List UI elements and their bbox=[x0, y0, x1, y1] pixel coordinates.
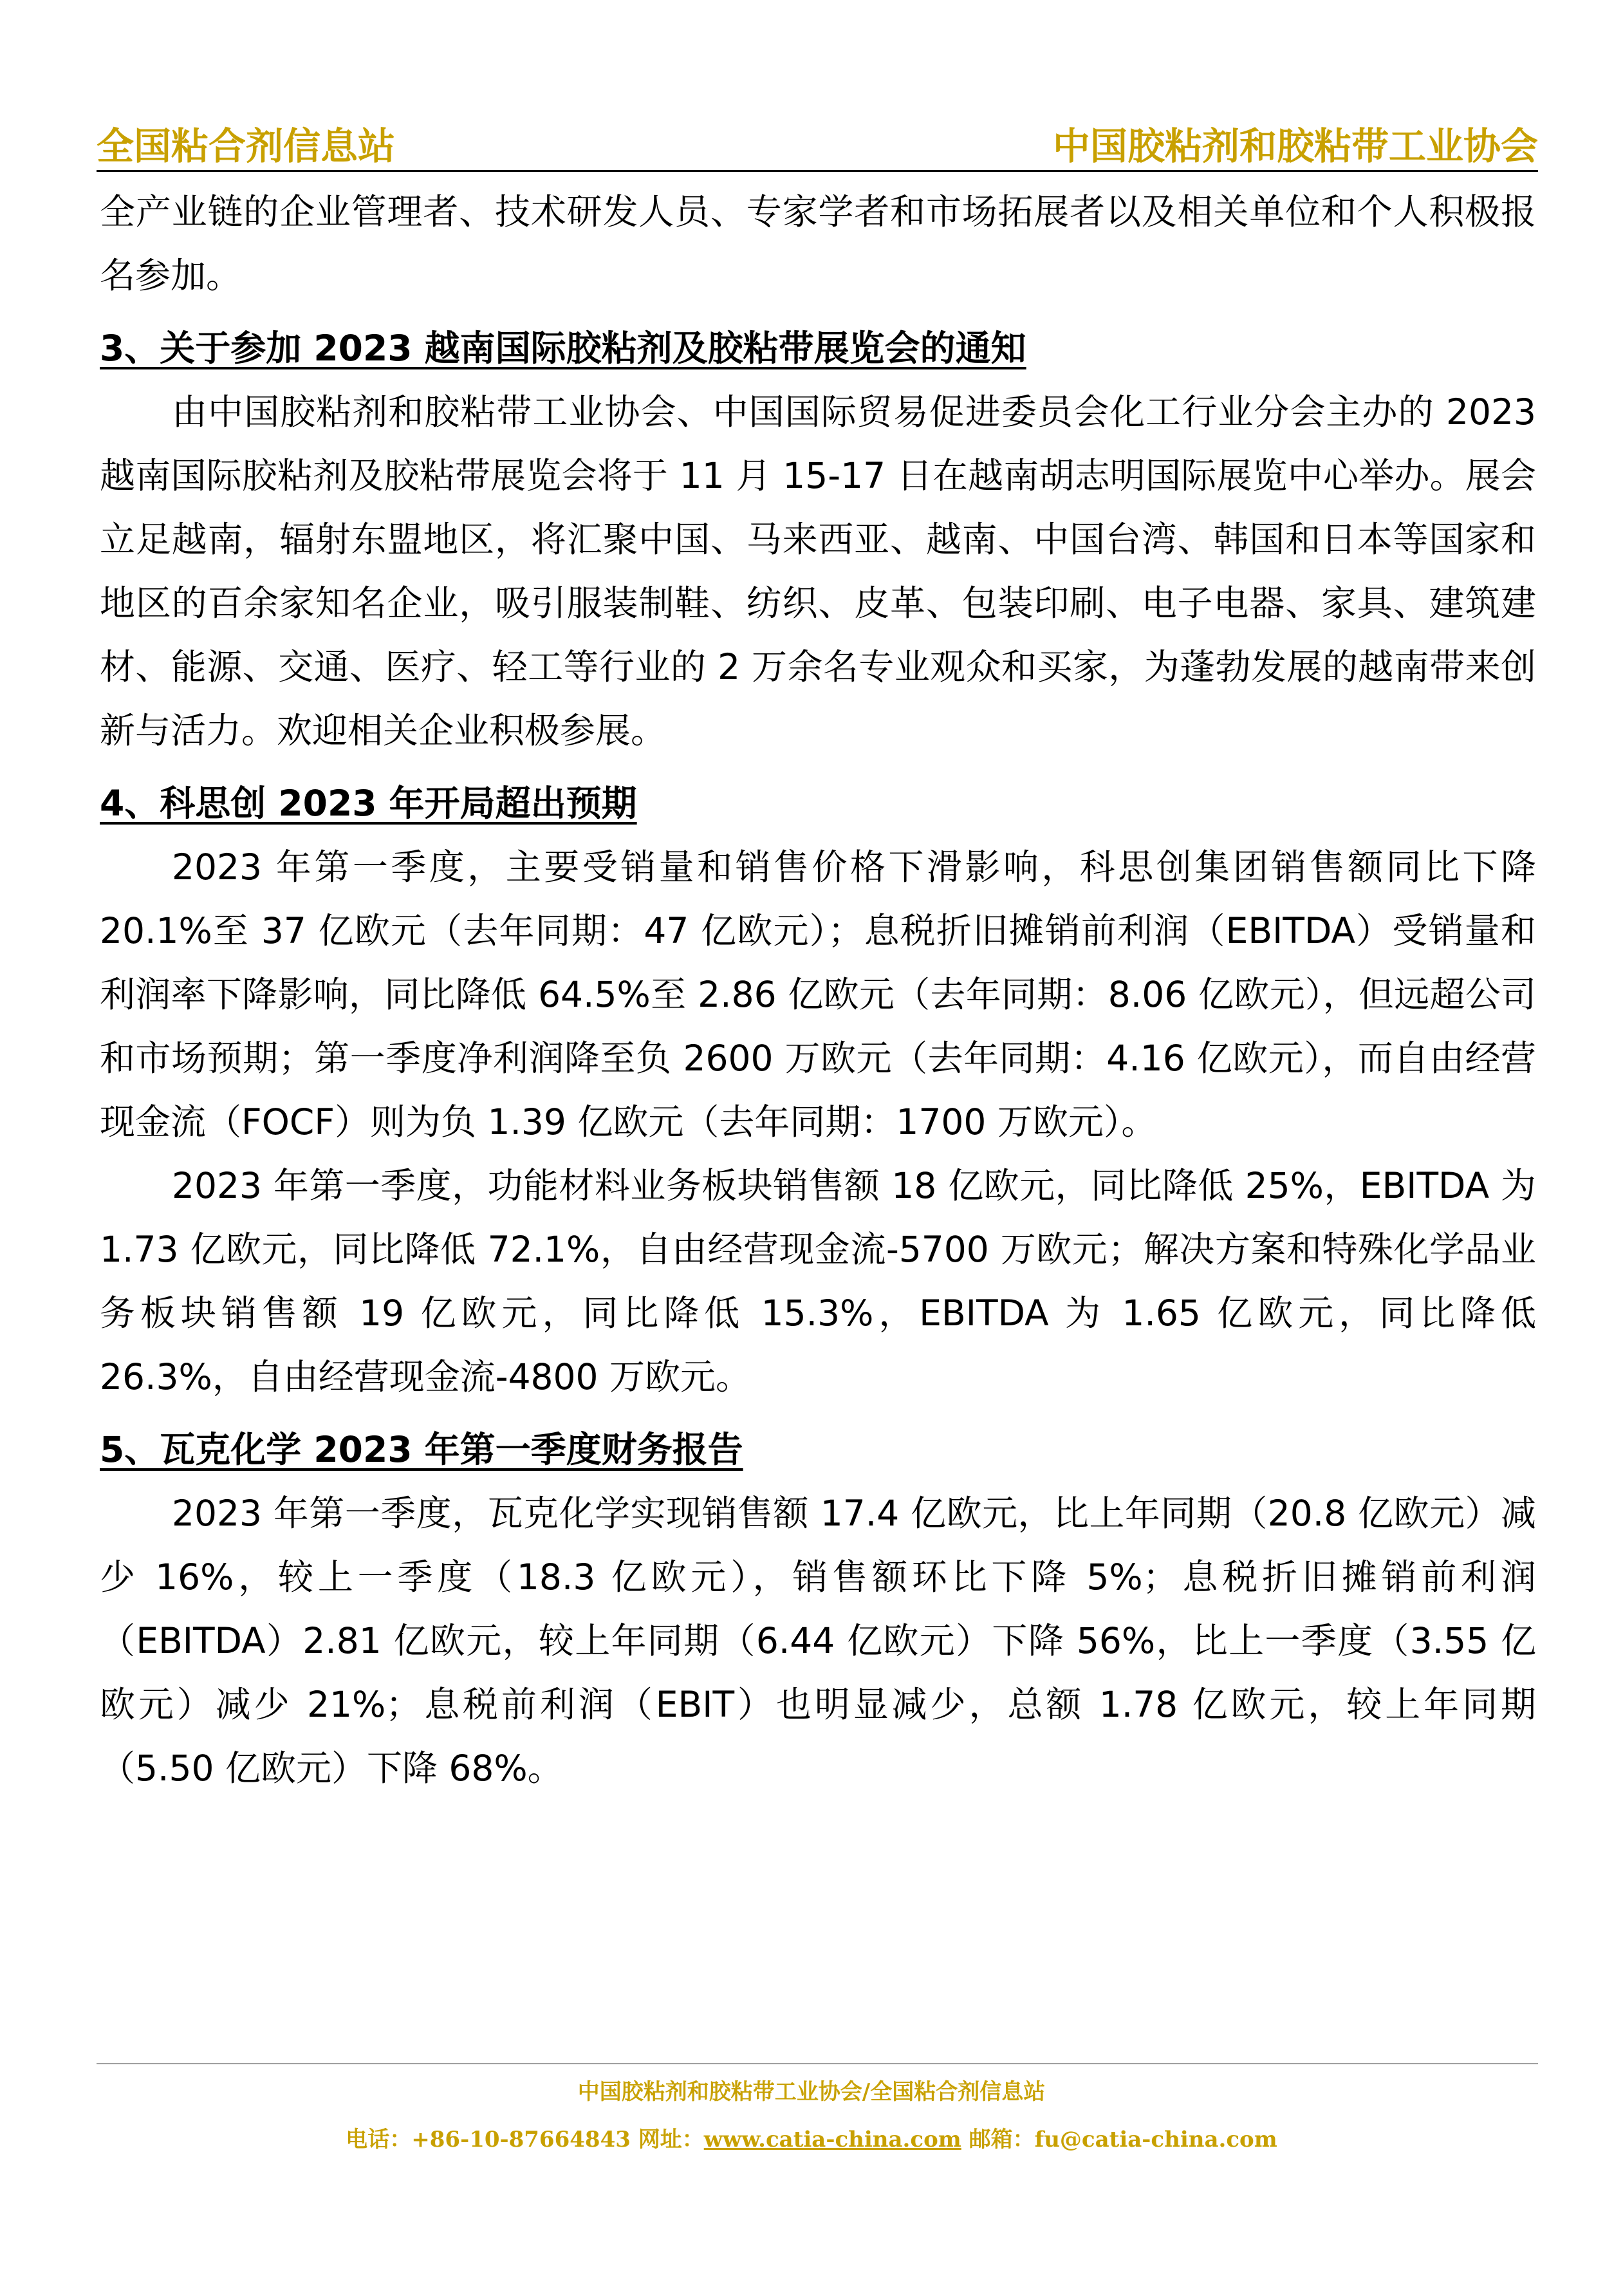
section-4-paragraph-2: 2023 年第一季度，功能材料业务板块销售额 18 亿欧元，同比降低 25%，EBITDA 为 1.73 亿欧元，同比降低 72.1%，自由经营现金流-5700 万欧元；解决方案和特殊化学品业务板块销售额 19 亿欧元，同比降低 15.3%，EBITDA 为 1.65 亿欧元，同比降低 26.3%，自由经营现金流-4800 万欧元。 bbox=[100, 1165, 1536, 1397]
footer-divider bbox=[97, 2063, 1538, 2064]
section-4-heading: 4、科思创 2023 年开局超出预期 bbox=[100, 783, 637, 824]
footer-website-label: 网址： bbox=[630, 2127, 704, 2152]
footer-phone-value: +86-10-87664843 bbox=[411, 2127, 631, 2152]
document-body bbox=[100, 180, 1536, 1800]
footer-email-label: 邮箱： bbox=[961, 2127, 1035, 2152]
section-3-paragraph-1: 由中国胶粘剂和胶粘带工业协会、中国国际贸易促进委员会化工行业分会主办的 2023 越南国际胶粘剂及胶粘带展览会将于 11 月 15-17 日在越南胡志明国际展览中心举办。展会立足越南，辐射东盟地区，将汇聚中国、马来西亚、越南、中国台湾、韩国和日本等国家和地区的百余家知名企业，吸引服装制鞋、纺织、皮革、包装印刷、电子电器、家具、建筑建材、能源、交通、医疗、轻工等行业的 2 万余名专业观众和买家，为蓬勃发展的越南带来创新与活力。欢迎相关企业积极参展。 bbox=[100, 391, 1536, 751]
section-5-heading: 5、瓦克化学 2023 年第一季度财务报告 bbox=[100, 1429, 743, 1470]
section-4-paragraph-1: 2023 年第一季度，主要受销量和销售价格下滑影响，科思创集团销售额同比下降 20.1%至 37 亿欧元（去年同期：47 亿欧元）；息税折旧摊销前利润（EBITDA）受销量和利润率下降影响，同比降低 64.5%至 2.86 亿欧元（去年同期：8.06 亿欧元），但远超公司和市场预期；第一季度净利润降至负 2600 万欧元（去年同期：4.16 亿欧元），而自由经营现金流（FOCF）则为负 1.39 亿欧元（去年同期：1700 万欧元）。 bbox=[100, 846, 1536, 1143]
header-right-title: 中国胶粘剂和胶粘带工业协会 bbox=[1052, 124, 1538, 168]
header-divider bbox=[97, 170, 1538, 172]
footer-phone-label: 电话： bbox=[346, 2127, 412, 2152]
footer-organization: 中国胶粘剂和胶粘带工业协会/全国粘合剂信息站 bbox=[577, 2079, 1046, 2105]
section-5-paragraph-1: 2023 年第一季度，瓦克化学实现销售额 17.4 亿欧元，比上年同期（20.8 亿欧元）减少 16%，较上一季度（18.3 亿欧元），销售额环比下降 5%；息税折旧摊销前利润（EBITDA）2.81 亿欧元，较上年同期（6.44 亿欧元）下降 56%，比上一季度（3.55 亿欧元）减少 21%；息税前利润（EBIT）也明显减少，总额 1.78 亿欧元，较上年同期（5.50 亿欧元）下降 68%。 bbox=[100, 1493, 1536, 1789]
footer-email-value: fu@catia-china.com bbox=[1034, 2127, 1277, 2152]
page-header bbox=[97, 109, 1538, 167]
intro-paragraph: 全产业链的企业管理者、技术研发人员、专家学者和市场拓展者以及相关单位和个人积极报名参加。 bbox=[100, 191, 1536, 296]
footer-website-link[interactable]: www.catia-china.com bbox=[703, 2127, 961, 2152]
header-left-title: 全国粘合剂信息站 bbox=[97, 124, 396, 168]
section-3-heading: 3、关于参加 2023 越南国际胶粘剂及胶粘带展览会的通知 bbox=[100, 328, 1026, 369]
footer-contact bbox=[0, 2122, 1623, 2153]
